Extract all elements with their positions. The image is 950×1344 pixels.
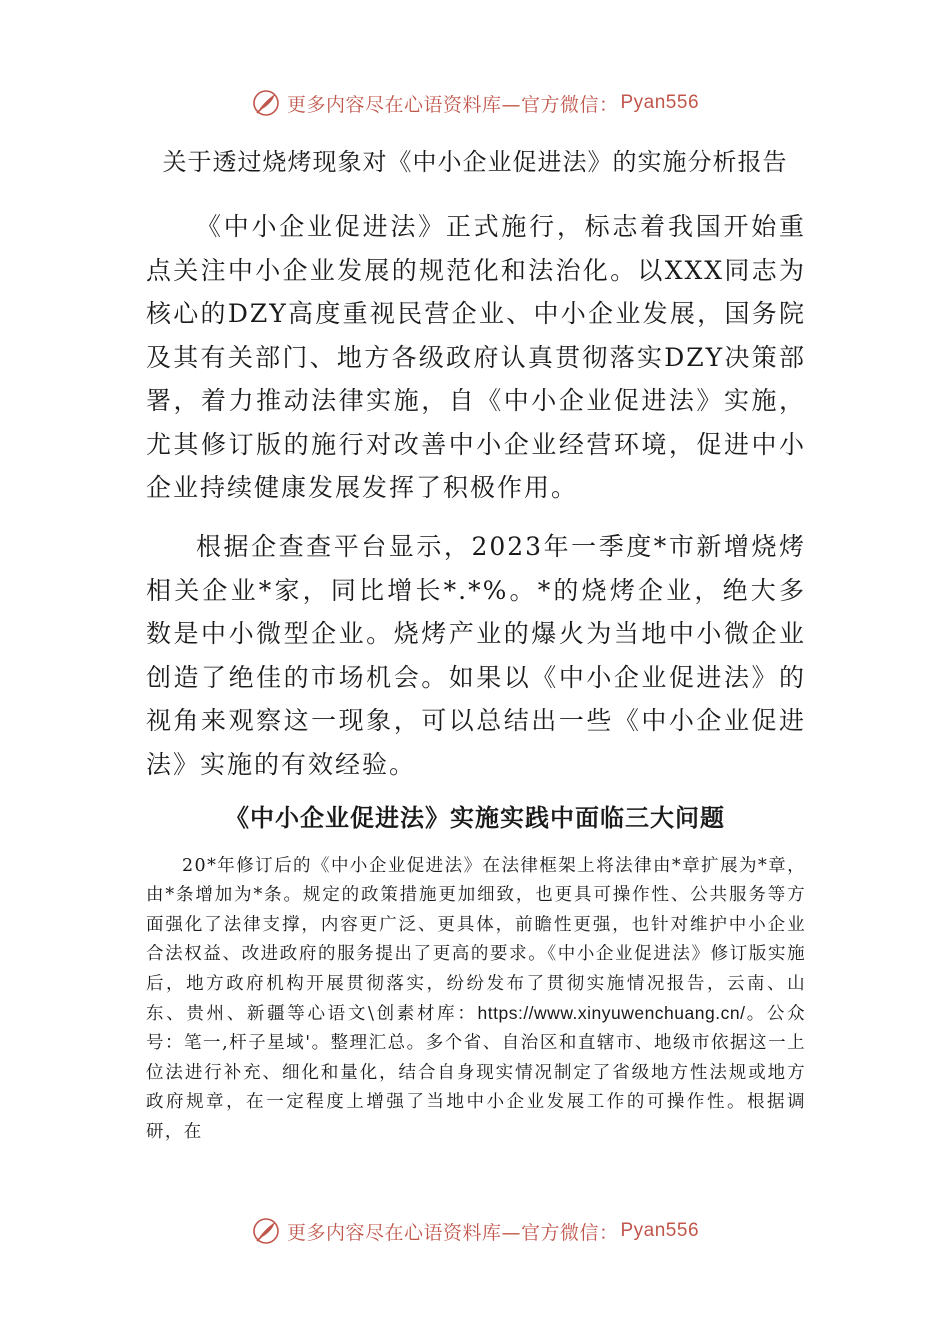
- header-watermark-banner: [0, 83, 950, 123]
- banner-wechat-id: Pyan556: [620, 1220, 700, 1241]
- body-paragraph-2: 根据企查查平台显示，2023年一季度*市新增烧烤相关企业*家，同比增长*.*%。*的烧烤企业，绝大多数是中小微型企业。烧烤产业的爆火为当地中小微企业创造了绝佳的市场机会。如果以《中小企业促进法》的视角来观察这一现象，可以总结出一些《中小企业促进法》实施的有效经验。: [146, 532, 806, 779]
- footer-watermark-banner: [0, 1211, 950, 1251]
- quill-pen-icon: [251, 1216, 281, 1246]
- section-paragraph-part-2: 。公众号：笔一,杆子星域'。整理汇总。多个省、自治区和直辖市、地级市依据这一上位法进行补充、细化和量化，结合自身现实情况制定了省级地方性法规或地方政府规章，在一定程度上增强了当地中小企业发展工作的可操作性。根据调研，在: [146, 1004, 806, 1142]
- body-paragraph-1: 《中小企业促进法》正式施行，标志着我国开始重点关注中小企业发展的规范化和法治化。以XXX同志为核心的DZY高度重视民营企业、中小企业发展，国务院及其有关部门、地方各级政府认真贯彻落实DZY决策部署，着力推动法律实施，自《中小企业促进法》实施，尤其修订版的施行对改善中小企业经营环境，促进中小企业持续健康发展发挥了积极作用。: [146, 212, 806, 502]
- document-title: 关于透过烧烤现象对《中小企业促进法》的实施分析报告: [162, 148, 788, 176]
- banner-wechat-id: Pyan556: [620, 92, 700, 113]
- section-paragraph: [146, 852, 806, 1147]
- section-paragraph-part-1: 20*年修订后的《中小企业促进法》在法律框架上将法律由*章扩展为*章，由*条增加为*条。规定的政策措施更加细致，也更具可操作性、公共服务等方面强化了法律支撑，内容更广泛、更具体，前瞻性更强，也针对维护中小企业合法权益、改进政府的服务提出了更高的要求。《中小企业促进法》修订版实施后，地方政府机构开展贯彻落实，纷纷发布了贯彻实施情况报告，云南、山东、贵州、新疆等心语文\创素材库：: [146, 856, 806, 1025]
- banner-text: 更多内容尽在心语资料库—官方微信：: [286, 93, 619, 116]
- banner-text: 更多内容尽在心语资料库—官方微信：: [286, 1221, 619, 1244]
- section-heading: 《中小企业促进法》实施实践中面临三大问题: [225, 804, 725, 832]
- source-url: https://www.xinyuwenchuang.cn/: [477, 1003, 746, 1024]
- quill-pen-icon: [251, 88, 281, 118]
